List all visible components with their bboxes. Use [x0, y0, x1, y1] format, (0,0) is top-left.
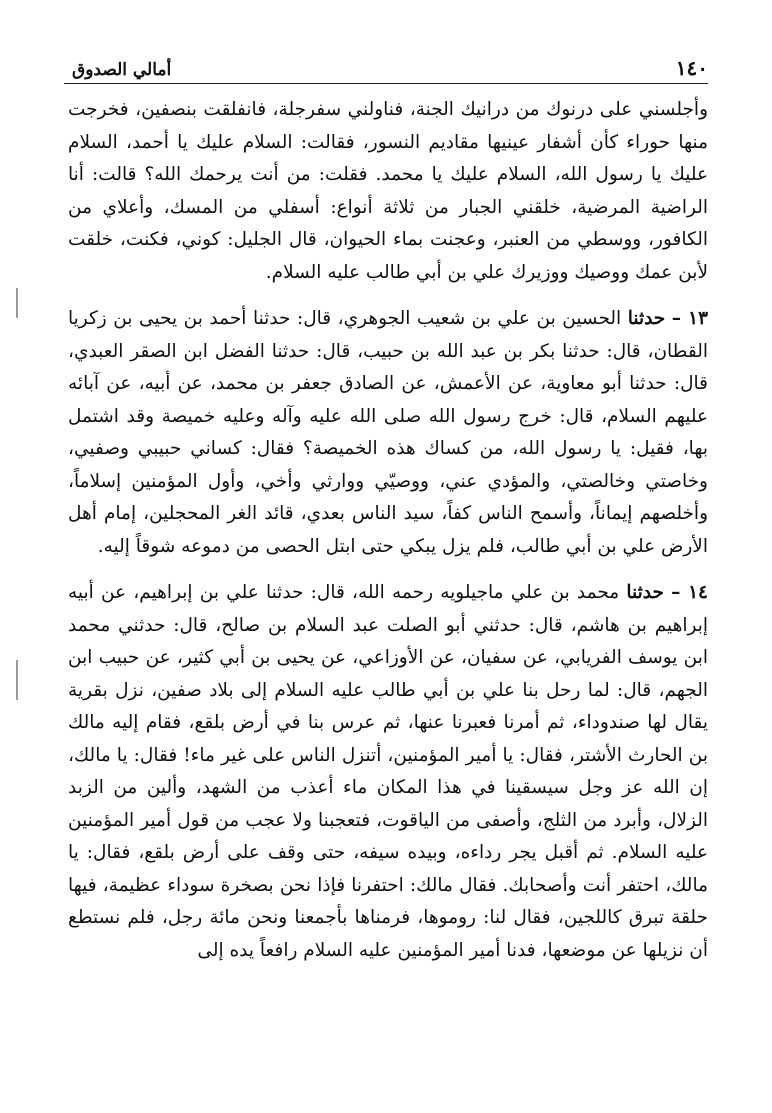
- hadith-13: [68, 303, 708, 563]
- hadith-number: ١٤ –: [671, 582, 708, 603]
- hadith-number: ١٣ –: [671, 308, 709, 329]
- paragraph-text: وأجلسني على درنوك من درانيك الجنة، فناولني سفرجلة، فانفلقت بنصفين، فخرجت منها حوراء كأن أشفار عينيها مقاديم النسور، فقالت: السلام عليك يا أحمد، السلام عليك يا رسول الله، السلام عليك يا محمد. فقلت: من أنت يرحمك الله؟ قالت: أنا الراضية المرضية، خلقني الجبار من ثلاثة أنواع: أسفلي من المسك، وأعلاي من الكافور، ووسطي من العنبر، وعجنت بماء الحيوان، قال الجليل: كوني، فكنت، خلقت لأبن عمك ووصيك ووزيرك علي بن أبي طالب عليه السلام.: [68, 99, 709, 283]
- paragraph-text: الحسين بن علي بن شعيب الجوهري، قال: حدثنا أحمد بن يحيى بن زكريا القطان، قال: حدثنا بكر بن عبد الله بن حبيب، قال: حدثنا الفضل ابن الصقر العبدي، قال: حدثنا أبو معاوية، عن الأعمش، عن الصادق جعفر بن محمد، عن أبيه، عن آبائه عليهم السلام، قال: خرج رسول الله صلى الله عليه وآله وعليه خميصة وقد اشتمل بها، فقيل: يا رسول الله، من كساك هذه الخميصة؟ فقال: كساني حبيبي وصفيي، وخاصتي وخالصتي، والمؤدي عني، ووصيّي ووارثي وأخي، وأول المؤمنين إسلاماً، وأخلصهم إيماناً، وأسمح الناس كفاً، سيد الناس بعدي، قائد الغر المحجلين، إمام أهل الأرض علي بن أبي طالب، فلم يزل يبكي حتى ابتل الحصى من دموعه شوقاً إليه.: [68, 308, 708, 557]
- page-number: ١٤٠: [675, 56, 708, 80]
- page-header: [72, 50, 708, 80]
- paragraph-text: محمد بن علي ماجيلويه رحمه الله، قال: حدثنا علي بن إبراهيم، عن أبيه إبراهيم بن هاشم، قال: حدثني أبو الصلت عبد السلام بن صالح، قال: حدثني محمد ابن يوسف الفريابي، عن سفيان، عن الأوزاعي، عن يحيى بن أبي كثير، عن حبيب ابن الجهم، قال: لما رحل بنا علي بن أبي طالب عليه السلام إلى بلاد صفين، نزل بقرية يقال لها صندوداء، ثم أمرنا فعبرنا عنها، ثم عرس بنا في أرض بلقع، فقام إليه مالك بن الحارث الأشتر، فقال: يا أمير المؤمنين، أتنزل الناس على غير ماء! فقال: يا مالك، إن الله عز وجل سيسقينا في هذا المكان ماء أعذب من الشهد، وألين من الزبد الزلال، وأبرد من الثلج، وأصفى من الياقوت، فتعجبنا ولا عجب من قول أمير المؤمنين عليه السلام. ثم أقبل يجر رداءه، وبيده سيفه، حتى وقف على أرض بلقع، فقال: يا مالك، احتفر أنت وأصحابك. فقال مالك: احتفرنا فإذا نحن بصخرة سوداء عظيمة، فيها حلقة تبرق كاللجين، فقال لنا: روموها، فرمناها بأجمعنا ونحن مائة رجل، فلم نستطع أن نزيلها عن موضعها، فدنا أمير المؤمنين عليه السلام رافعاً يده إلى: [68, 582, 708, 961]
- body-text: [68, 94, 708, 967]
- header-divider: [64, 83, 708, 84]
- margin-mark: [16, 288, 18, 318]
- running-title: أمالي الصدوق: [72, 60, 172, 80]
- margin-mark: [16, 660, 18, 700]
- hadith-lead-word: حدثنا: [627, 308, 666, 329]
- paragraph-continuation: [68, 94, 708, 289]
- hadith-14: [68, 577, 708, 967]
- hadith-lead-word: حدثنا: [626, 582, 664, 603]
